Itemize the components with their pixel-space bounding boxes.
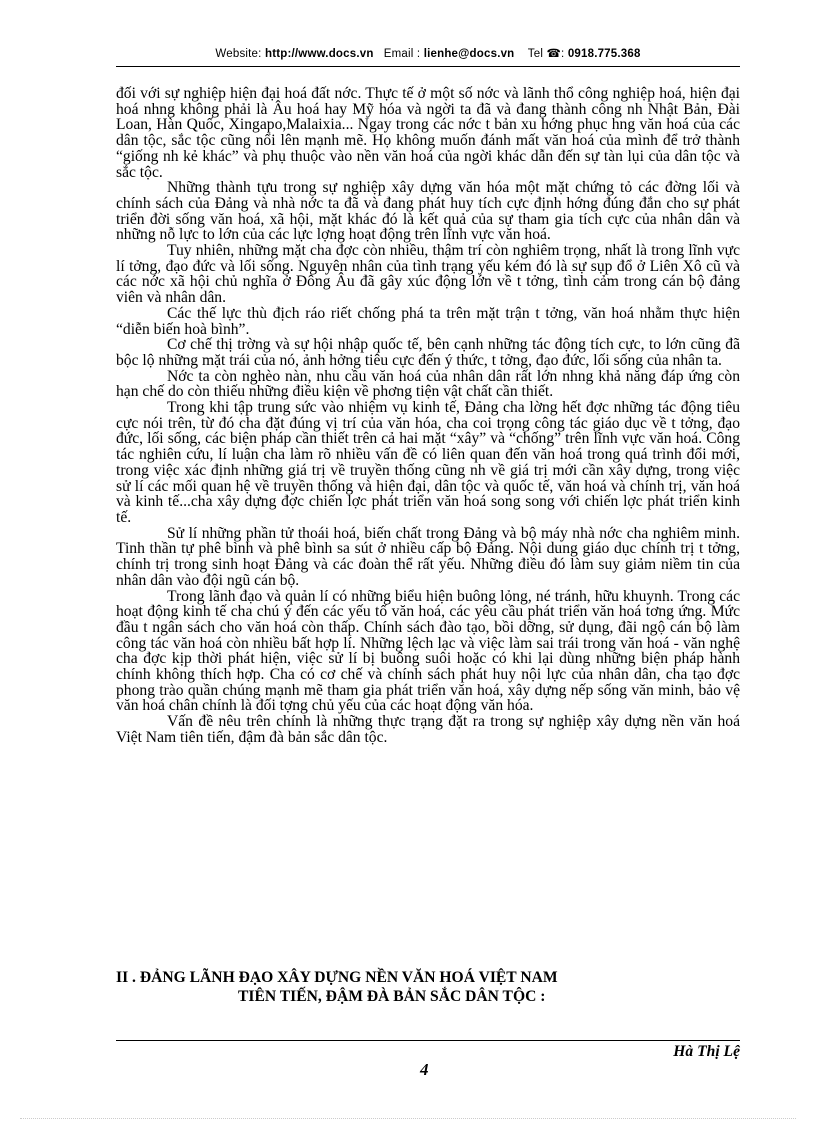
section-heading-line1: II . ĐẢNG LÃNH ĐẠO XÂY DỰNG NỀN VĂN HOÁ VIỆT NAM (116, 969, 558, 986)
paragraph: Trong lãnh đạo và quản lí có những biểu hiện buông lỏng, né tránh, hữu khuynh. Trong các hoạt động kinh tế cha chú ý đến các yếu tố văn hoá, các yêu cầu phát triển văn hoá tơng ứng. Mức đầu t ngân sách cho văn hoá còn thấp. Chính sách đào tạo, bồi dỡng, sử dụng, đãi ngộ cán bộ làm công tác văn hoá còn nhiều bất hợp lí. Những lệch lạc và việc làm sai trái trong văn hoá - văn nghệ cha đợc kịp thời phát hiện, việc sử lí bị buông suôi hoặc có khi lại dùng những biện pháp hành chính không thích hợp. Cha có cơ chế và chính sách phát huy nội lực của nhân dân, cha tạo đợc phong trào quần chúng mạnh mẽ tham gia phát triển văn hoá, xây dựng nếp sống văn minh, bảo vệ văn hoá chân chính là đối tợng chủ yếu của các hoạt động văn hóa. (116, 587, 740, 715)
paragraph: Các thế lực thù địch ráo riết chống phá ta trên mặt trận t tởng, văn hoá nhằm thực hiện “diễn biến hoà bình”. (116, 304, 740, 338)
email-label: Email : (383, 48, 421, 60)
page-number: 4 (420, 1060, 429, 1079)
paragraph: Nớc ta còn nghèo nàn, nhu cầu văn hoá của nhân dân rất lớn nhng khả năng đáp ứng còn hạn chế do còn thiếu những điều kiện về phơng tiện vật chất cần thiết. (116, 367, 740, 401)
tel-label: Tel ☎: (527, 48, 565, 60)
footer-divider (116, 1040, 740, 1041)
website-label: Website: (215, 48, 262, 60)
paragraph: Tuy nhiên, những mặt cha đợc còn nhiều, thậm trí còn nghiêm trọng, nhất là trong lĩnh vực lí tởng, đạo đức và lối sống. Nguyên nhân của tình trạng yếu kém đó là sự sụp đổ ở Liên Xô cũ và các nớc xã hội chủ nghĩa ở Đông Âu đã gây xúc động lớn về t tởng, tình cảm trong cán bộ đảng viên và nhân dân. (116, 242, 740, 307)
paragraph: Cơ chế thị trờng và sự hội nhập quốc tế, bên cạnh những tác động tích cực, to lớn cũng đã bộc lộ những mặt trái của nó, ảnh hởng tiêu cực đến ý thức, t tởng, đạo đức, lối sống của nhân ta. (116, 336, 740, 369)
header-divider (116, 66, 740, 67)
website-link[interactable]: http://www.docs.vn (264, 48, 374, 60)
section-heading (116, 968, 740, 1006)
paragraph: đối với sự nghiệp hiện đại hoá đất nớc. Thực tế ở một số nớc và lãnh thổ công nghiệp hoá, hiện đại hoá nhng không phải là Âu hoá hay Mỹ hóa và ngời ta đã và đang thành công nh Nhật Bản, Đài Loan, Hàn Quốc, Xingapo,Malaixia... Ngay trong các nớc t bản xu hớng phục hng văn hoá của các dân tộc, sắc tộc cũng nổi lên mạnh mẽ. Họ không muốn đánh mất văn hoá của mình để trở thành “giống nh kẻ khác” và phụ thuộc vào nền văn hoá của ngời khác dẫn đến sự tàn lụi của dân tộc và sắc tộc. (116, 85, 740, 181)
paragraph: Những thành tựu trong sự nghiệp xây dựng văn hóa một mặt chứng tỏ các đờng lối và chính sách của Đảng và nhà nớc ta đã và đang phát huy tích cực định hớng đúng đắn cho sự phát triển đời sống văn hoá, xã hội, mặt khác đó là kết quả của sự tham gia tích cực của nhân dân và những nỗ lực to lớn của các lực lợng hoạt động trên lĩnh vực văn hoá. (116, 179, 740, 244)
author-name: Hà Thị Lệ (673, 1043, 740, 1060)
paragraph: Sử lí những phần tử thoái hoá, biến chất trong Đảng và bộ máy nhà nớc cha nghiêm minh. Tinh thần tự phê bình và phê bình sa sút ở nhiều cấp bộ Đảng. Nội dung giáo dục chính trị t tởng, chính trị trong sinh hoạt Đảng và các đoàn thể rất yếu. Những điều đó làm suy giảm niềm tin của nhân dân vào đội ngũ cán bộ. (116, 524, 740, 589)
email-link[interactable]: lienhe@docs.vn (423, 48, 515, 60)
paragraph: Vấn đề nêu trên chính là những thực trạng đặt ra trong sự nghiệp xây dựng nền văn hoá Việt Nam tiên tiến, đậm đà bản sắc dân tộc. (116, 713, 740, 746)
page-header (116, 46, 740, 60)
tel-value: 0918.775.368 (567, 48, 641, 60)
section-heading-line2: TIÊN TIẾN, ĐẬM ĐÀ BẢN SẮC DÂN TỘC : (238, 988, 546, 1005)
paragraph: Trong khi tập trung sức vào nhiệm vụ kinh tế, Đảng cha lờng hết đợc những tác động tiêu cực nói trên, từ đó cha đặt đúng vị trí của văn hóa, cha coi trọng công tác giáo dục về t tởng, đạo đức, lối sống, các biện pháp cần thiết trên cả hai mặt “xây” và “chống” trên lĩnh vực văn hoá. Công tác nghiên cứu, lí luận cha làm rõ nhiều vấn đề có liên quan đến văn hoá trong quá trình đổi mới, trong việc xác định những giá trị về truyền thống cũng nh về giá trị mới cần xây dựng, trong việc sử lí các mối quan hệ về truyền thống và hiện đại, dân tộc và quốc tế, văn hoá và chính trị, văn hoá và kinh tế...cha xây dựng đợc chiến lợc phát triển văn hoá song song với chiến lợc phát triển kinh tế. (116, 399, 740, 526)
body-text (116, 86, 740, 746)
page-bottom-dotted-line (20, 1118, 796, 1119)
